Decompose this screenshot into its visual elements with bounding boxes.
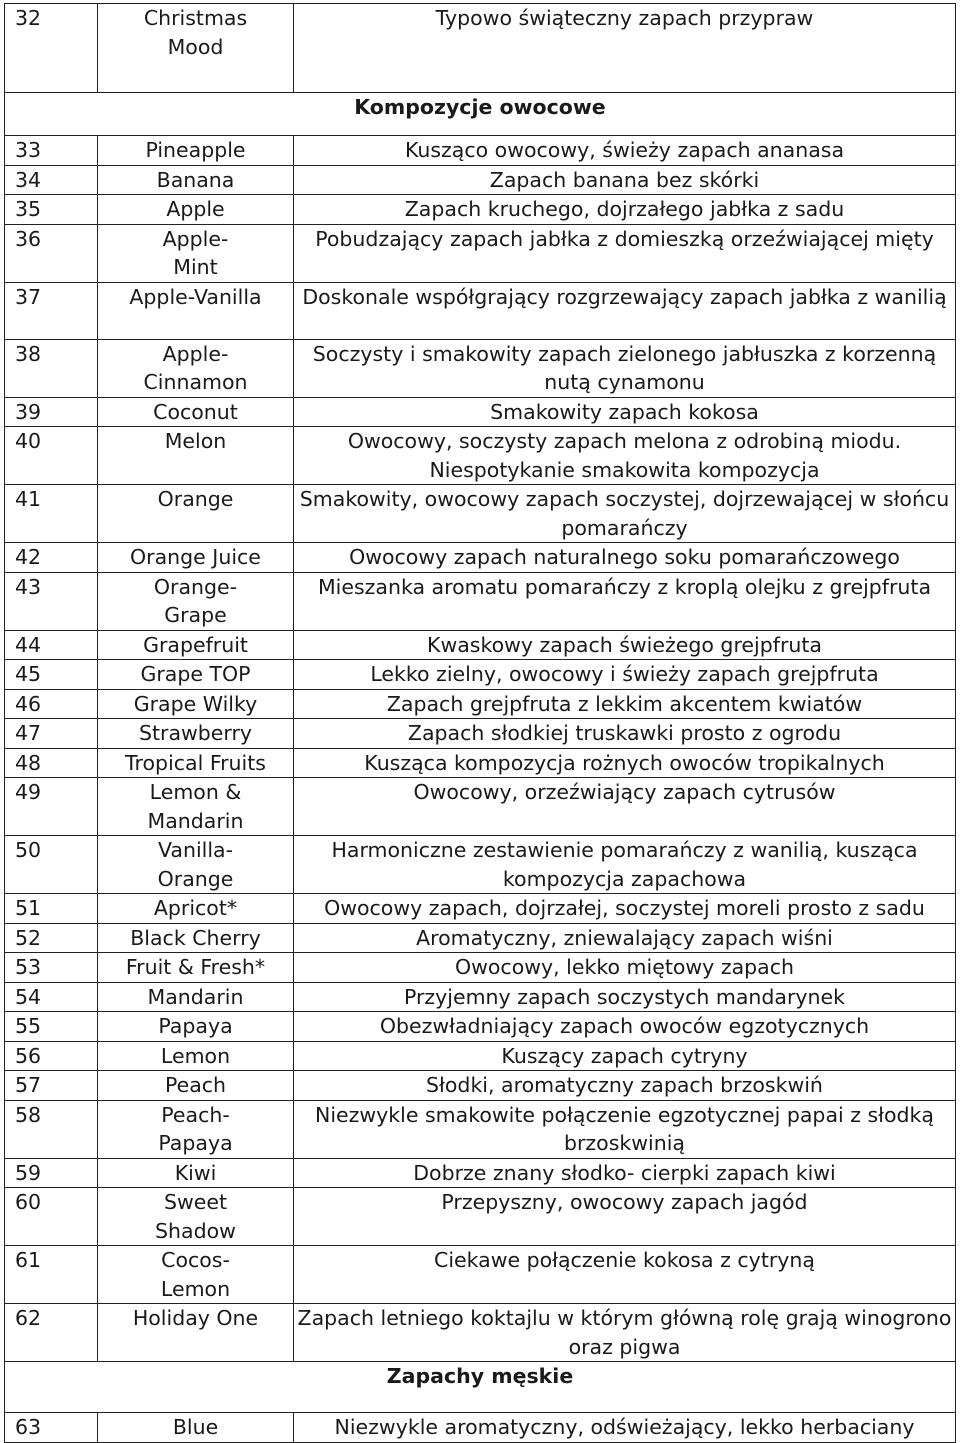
- fragrance-number: 61: [5, 1246, 98, 1304]
- table-row: [5, 689, 956, 719]
- fragrance-number: 32: [5, 4, 98, 93]
- fragrance-name: Coconut: [98, 397, 294, 427]
- table-row: [5, 485, 956, 543]
- fragrance-description: Zapach banana bez skórki: [294, 165, 956, 195]
- fragrance-name: Apple- Mint: [98, 224, 294, 282]
- fragrance-name: Holiday One: [98, 1304, 294, 1362]
- fragrance-description: Owocowy zapach, dojrzałej, soczystej moreli prosto z sadu: [294, 894, 956, 924]
- fragrance-description: Owocowy zapach naturalnego soku pomarańczowego: [294, 543, 956, 573]
- fragrance-name: Apricot*: [98, 894, 294, 924]
- fragrance-name: Apple-Vanilla: [98, 282, 294, 339]
- fragrance-number: 50: [5, 836, 98, 894]
- fragrance-name: Cocos- Lemon: [98, 1246, 294, 1304]
- fragrance-description: Owocowy, lekko miętowy zapach: [294, 953, 956, 983]
- fragrance-number: 47: [5, 719, 98, 749]
- section-heading: Kompozycje owocowe: [5, 93, 956, 136]
- fragrance-table: [4, 3, 956, 1443]
- fragrance-number: 44: [5, 630, 98, 660]
- fragrance-name: Apple: [98, 195, 294, 225]
- fragrance-number: 36: [5, 224, 98, 282]
- table-row: [5, 282, 956, 339]
- fragrance-name: Strawberry: [98, 719, 294, 749]
- fragrance-name: Grape Wilky: [98, 689, 294, 719]
- fragrance-name: Kiwi: [98, 1158, 294, 1188]
- fragrance-description: Lekko zielny, owocowy i świeży zapach grejpfruta: [294, 660, 956, 690]
- fragrance-description: Ciekawe połączenie kokosa z cytryną: [294, 1246, 956, 1304]
- fragrance-name: Lemon & Mandarin: [98, 778, 294, 836]
- table-row: [5, 572, 956, 630]
- fragrance-description: Słodki, aromatyczny zapach brzoskwiń: [294, 1071, 956, 1101]
- fragrance-number: 53: [5, 953, 98, 983]
- fragrance-name: Banana: [98, 165, 294, 195]
- fragrance-number: 38: [5, 339, 98, 397]
- table-row: [5, 836, 956, 894]
- fragrance-name: Orange: [98, 485, 294, 543]
- table-row: [5, 982, 956, 1012]
- table-row: [5, 660, 956, 690]
- table-row: [5, 224, 956, 282]
- fragrance-description: Smakowity zapach kokosa: [294, 397, 956, 427]
- fragrance-description: Zapach letniego koktajlu w którym główną rolę grają winogrono oraz pigwa: [294, 1304, 956, 1362]
- table-row: [5, 1304, 956, 1362]
- fragrance-description: Przyjemny zapach soczystych mandarynek: [294, 982, 956, 1012]
- table-row: [5, 1012, 956, 1042]
- fragrance-name: Grapefruit: [98, 630, 294, 660]
- table-row: [5, 719, 956, 749]
- table-row: [5, 1246, 956, 1304]
- fragrance-name: Black Cherry: [98, 923, 294, 953]
- fragrance-name: Tropical Fruits: [98, 748, 294, 778]
- section-heading: Zapachy męskie: [5, 1362, 956, 1413]
- fragrance-number: 37: [5, 282, 98, 339]
- fragrance-name: Apple- Cinnamon: [98, 339, 294, 397]
- fragrance-name: Lemon: [98, 1041, 294, 1071]
- table-row: [5, 953, 956, 983]
- table-row: [5, 1041, 956, 1071]
- table-row: [5, 339, 956, 397]
- fragrance-description: Obezwładniający zapach owoców egzotycznych: [294, 1012, 956, 1042]
- table-row: [5, 195, 956, 225]
- fragrance-number: 40: [5, 427, 98, 485]
- fragrance-description: Zapach grejpfruta z lekkim akcentem kwiatów: [294, 689, 956, 719]
- fragrance-name: Melon: [98, 427, 294, 485]
- fragrance-number: 54: [5, 982, 98, 1012]
- table-row: [5, 1413, 956, 1443]
- fragrance-number: 57: [5, 1071, 98, 1101]
- fragrance-number: 49: [5, 778, 98, 836]
- table-row: [5, 923, 956, 953]
- table-row: [5, 427, 956, 485]
- fragrance-number: 60: [5, 1188, 98, 1246]
- fragrance-number: 52: [5, 923, 98, 953]
- fragrance-description: Przepyszny, owocowy zapach jagód: [294, 1188, 956, 1246]
- fragrance-name: Blue: [98, 1413, 294, 1443]
- table-row: [5, 748, 956, 778]
- fragrance-number: 42: [5, 543, 98, 573]
- fragrance-number: 45: [5, 660, 98, 690]
- table-row: [5, 397, 956, 427]
- fragrance-description: Zapach słodkiej truskawki prosto z ogrodu: [294, 719, 956, 749]
- fragrance-number: 56: [5, 1041, 98, 1071]
- fragrance-description: Harmoniczne zestawienie pomarańczy z wanilią, kusząca kompozycja zapachowa: [294, 836, 956, 894]
- table-row: [5, 630, 956, 660]
- fragrance-description: Smakowity, owocowy zapach soczystej, dojrzewającej w słońcu pomarańczy: [294, 485, 956, 543]
- table-row: [5, 136, 956, 166]
- fragrance-number: 58: [5, 1100, 98, 1158]
- fragrance-name: Vanilla- Orange: [98, 836, 294, 894]
- table-row: [5, 1188, 956, 1246]
- fragrance-name: Christmas Mood: [98, 4, 294, 93]
- fragrance-description: Aromatyczny, zniewalający zapach wiśni: [294, 923, 956, 953]
- fragrance-number: 41: [5, 485, 98, 543]
- fragrance-description: Mieszanka aromatu pomarańczy z kroplą olejku z grejpfruta: [294, 572, 956, 630]
- fragrance-number: 33: [5, 136, 98, 166]
- section-row: [5, 93, 956, 136]
- table-row: [5, 4, 956, 93]
- fragrance-number: 63: [5, 1413, 98, 1443]
- fragrance-description: Owocowy, soczysty zapach melona z odrobiną miodu. Niespotykanie smakowita kompozycja: [294, 427, 956, 485]
- fragrance-number: 35: [5, 195, 98, 225]
- fragrance-name: Orange- Grape: [98, 572, 294, 630]
- fragrance-number: 39: [5, 397, 98, 427]
- fragrance-description: Dobrze znany słodko- cierpki zapach kiwi: [294, 1158, 956, 1188]
- fragrance-number: 48: [5, 748, 98, 778]
- table-row: [5, 894, 956, 924]
- fragrance-number: 59: [5, 1158, 98, 1188]
- fragrance-description: Owocowy, orzeźwiający zapach cytrusów: [294, 778, 956, 836]
- fragrance-name: Peach: [98, 1071, 294, 1101]
- fragrance-table-body: [5, 4, 956, 1443]
- fragrance-description: Kusząco owocowy, świeży zapach ananasa: [294, 136, 956, 166]
- table-row: [5, 1100, 956, 1158]
- fragrance-description: Niezwykle smakowite połączenie egzotycznej papai z słodką brzoskwinią: [294, 1100, 956, 1158]
- table-row: [5, 1071, 956, 1101]
- fragrance-name: Papaya: [98, 1012, 294, 1042]
- fragrance-description: Niezwykle aromatyczny, odświeżający, lekko herbaciany: [294, 1413, 956, 1443]
- table-row: [5, 778, 956, 836]
- fragrance-description: Kwaskowy zapach świeżego grejpfruta: [294, 630, 956, 660]
- fragrance-name: Peach- Papaya: [98, 1100, 294, 1158]
- fragrance-number: 62: [5, 1304, 98, 1362]
- fragrance-number: 34: [5, 165, 98, 195]
- fragrance-description: Zapach kruchego, dojrzałego jabłka z sadu: [294, 195, 956, 225]
- fragrance-number: 46: [5, 689, 98, 719]
- table-row: [5, 1158, 956, 1188]
- fragrance-description: Typowo świąteczny zapach przypraw: [294, 4, 956, 93]
- fragrance-description: Kuszący zapach cytryny: [294, 1041, 956, 1071]
- fragrance-name: Pineapple: [98, 136, 294, 166]
- fragrance-description: Pobudzający zapach jabłka z domieszką orzeźwiającej mięty: [294, 224, 956, 282]
- fragrance-description: Kusząca kompozycja rożnych owoców tropikalnych: [294, 748, 956, 778]
- fragrance-name: Fruit & Fresh*: [98, 953, 294, 983]
- fragrance-name: Sweet Shadow: [98, 1188, 294, 1246]
- fragrance-number: 51: [5, 894, 98, 924]
- fragrance-description: Soczysty i smakowity zapach zielonego jabłuszka z korzenną nutą cynamonu: [294, 339, 956, 397]
- table-row: [5, 543, 956, 573]
- fragrance-name: Mandarin: [98, 982, 294, 1012]
- table-row: [5, 165, 956, 195]
- fragrance-number: 55: [5, 1012, 98, 1042]
- fragrance-number: 43: [5, 572, 98, 630]
- section-row: [5, 1362, 956, 1413]
- fragrance-description: Doskonale współgrający rozgrzewający zapach jabłka z wanilią: [294, 282, 956, 339]
- fragrance-name: Orange Juice: [98, 543, 294, 573]
- fragrance-name: Grape TOP: [98, 660, 294, 690]
